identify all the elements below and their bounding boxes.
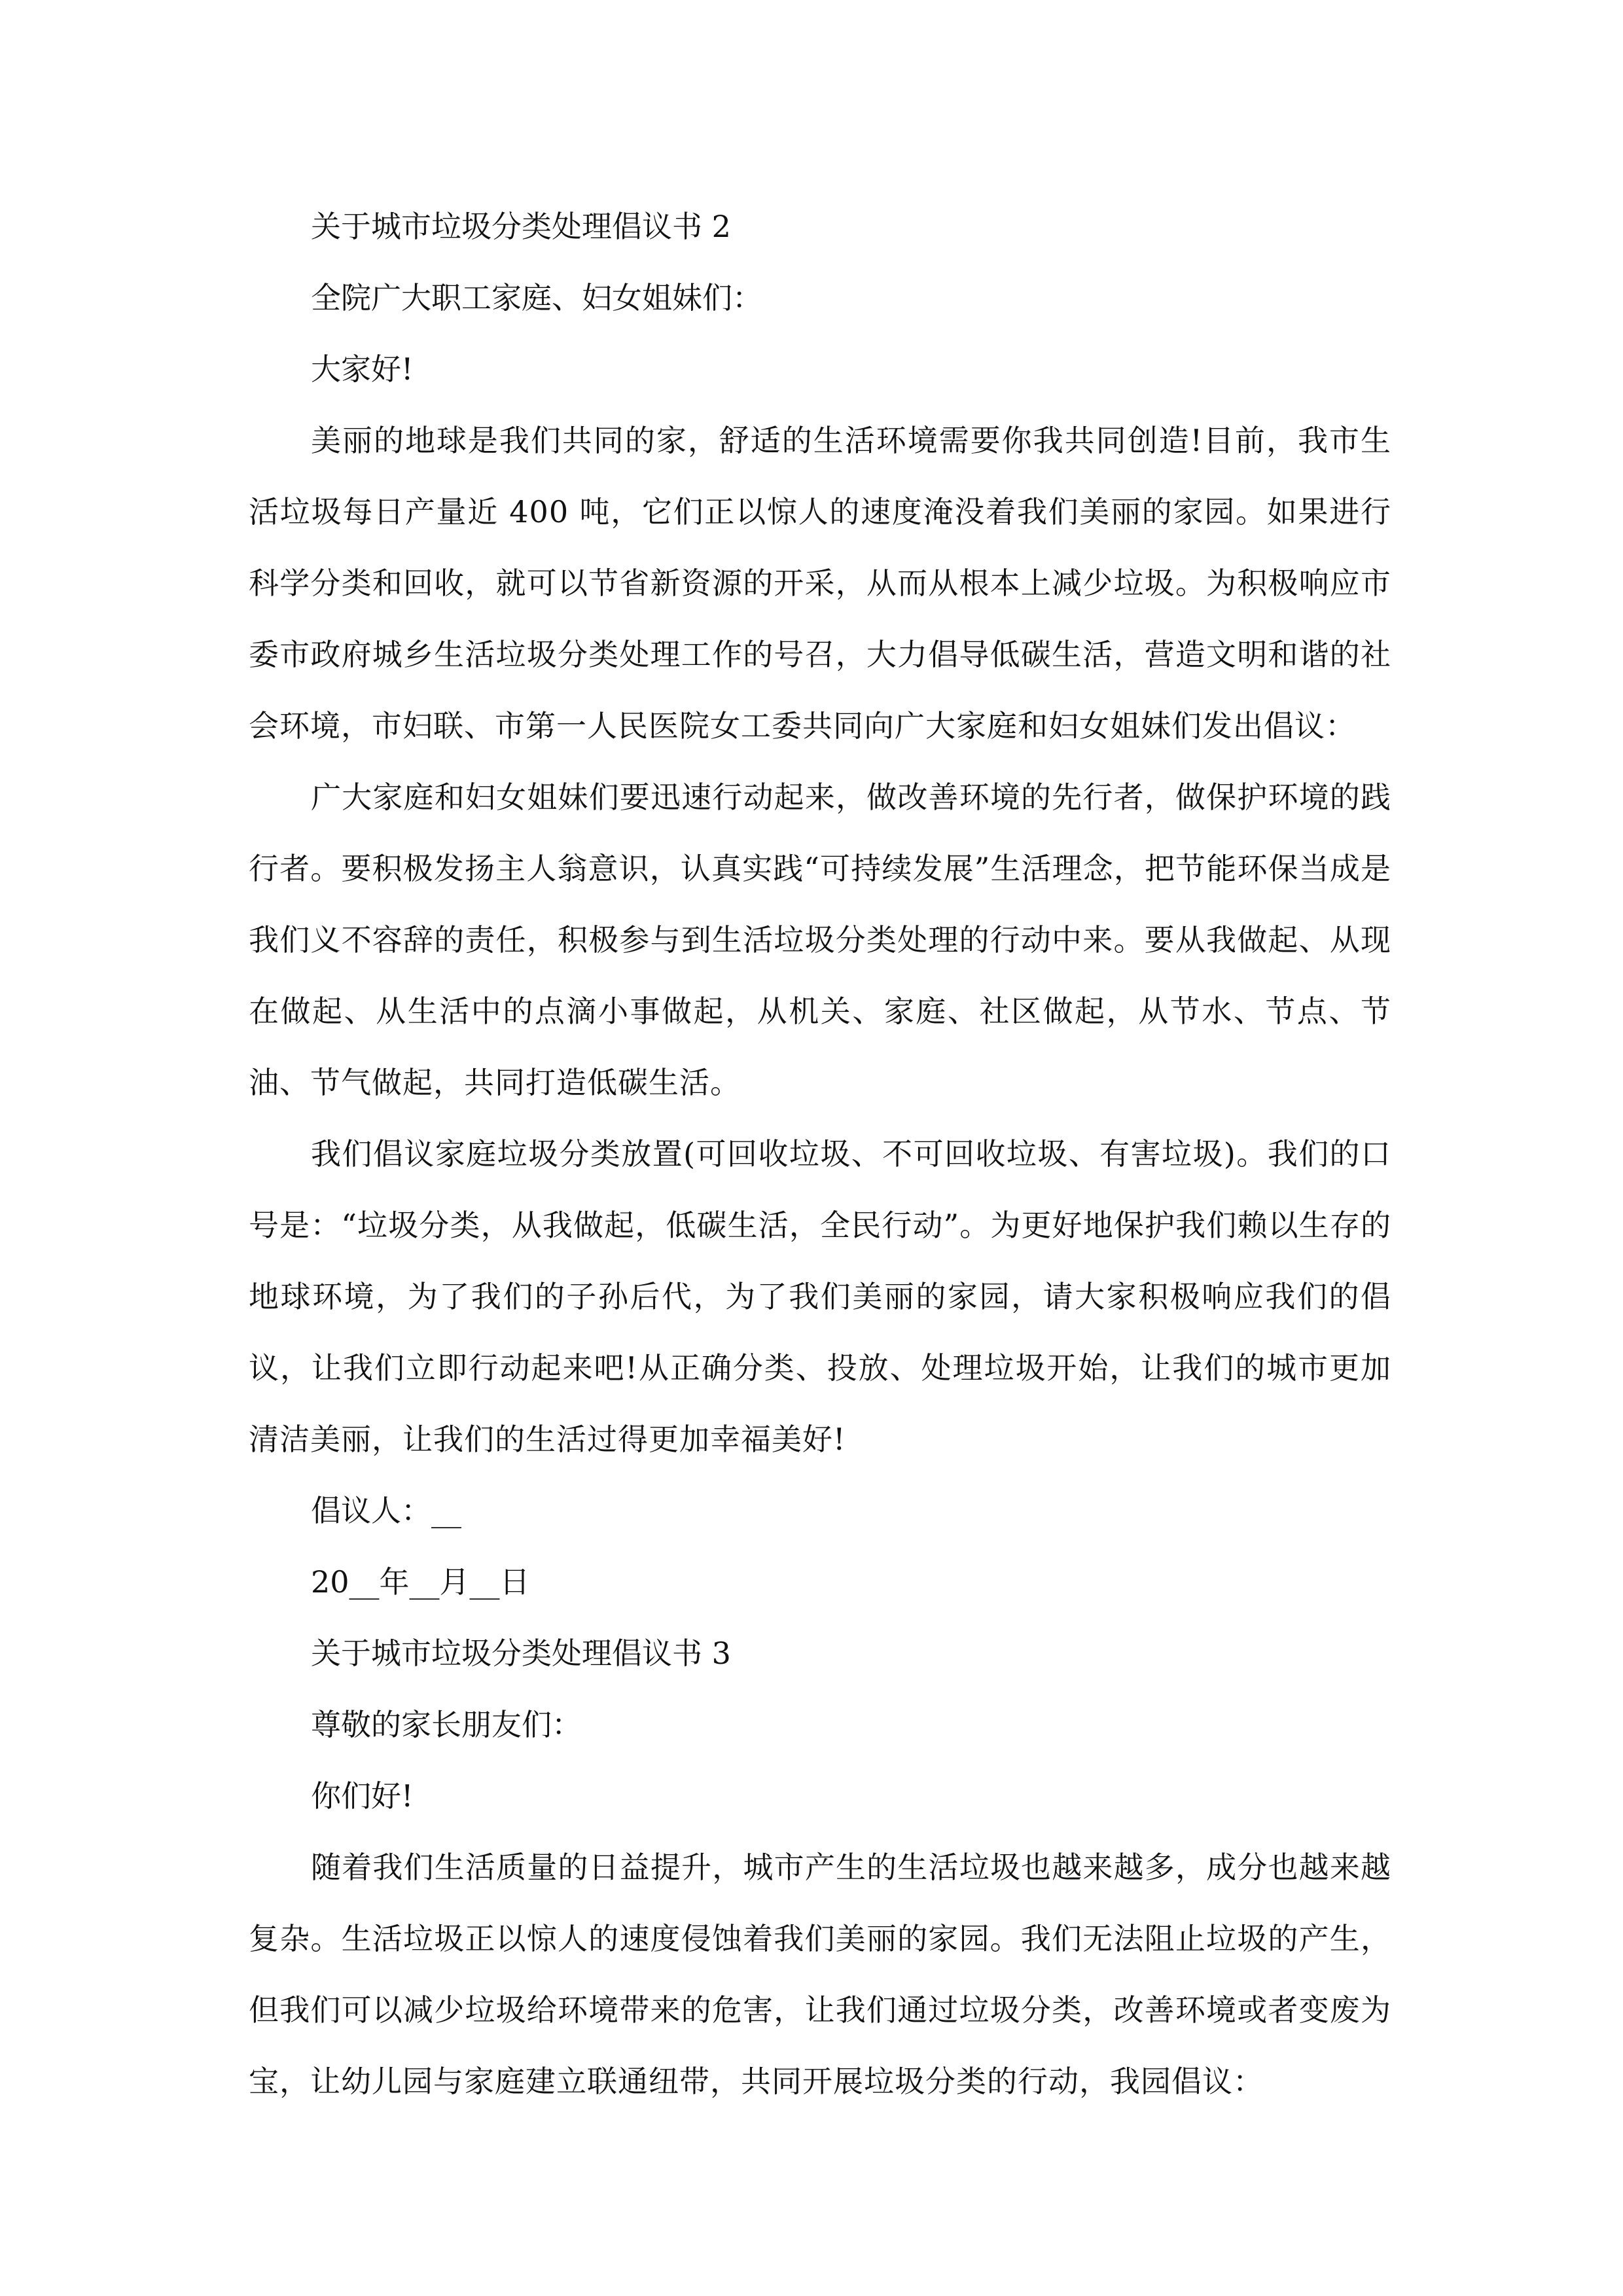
section-3-title: 关于城市垃圾分类处理倡议书 3 [311,1636,731,1671]
section-3-paragraph-1: 随着我们生活质量的日益提升，城市产生的生活垃圾也越来越多，成分也越来越复杂。生活垃圾正以惊人的速度侵蚀着我们美丽的家园。我们无法阻止垃圾的产生，但我们可以减少垃圾给环境带来的危害，让我们通过垃圾分类，改善环境或者变废为宝，让幼儿园与家庭建立联通纽带，共同开展垃圾分类的行动，我园倡议： [249,1850,1391,2099]
section-2-signer: 倡议人：__ [311,1493,461,1528]
section-2-paragraph-2: 广大家庭和妇女姐妹们要迅速行动起来，做改善环境的先行者，做保护环境的践行者。要积极发扬主人翁意识，认真实践“可持续发展”生活理念，把节能环保当成是我们义不容辞的责任，积极参与到生活垃圾分类处理的行动中来。要从我做起、从现在做起、从生活中的点滴小事做起，从机关、家庭、社区做起，从节水、节点、节油、节气做起，共同打造低碳生活。 [249,780,1391,1100]
section-3-salutation: 尊敬的家长朋友们： [311,1707,582,1742]
document-body [249,191,1391,2117]
section-2-salutation: 全院广大职工家庭、妇女姐妹们： [311,280,762,315]
section-2-title: 关于城市垃圾分类处理倡议书 2 [311,209,731,244]
section-2-paragraph-1: 美丽的地球是我们共同的家，舒适的生活环境需要你我共同创造!目前，我市生活垃圾每日产量近 400 吨，它们正以惊人的速度淹没着我们美丽的家园。如果进行科学分类和回收，就可以节省新资源的开采，从而从根本上减少垃圾。为积极响应市委市政府城乡生活垃圾分类处理工作的号召，大力倡导低碳生活，营造文明和谐的社会环境，市妇联、市第一人民医院女工委共同向广大家庭和妇女姐妹们发出倡议： [249,423,1391,744]
section-2-greeting: 大家好! [311,351,414,387]
section-3-greeting: 你们好! [311,1778,414,1814]
section-2-paragraph-3: 我们倡议家庭垃圾分类放置(可回收垃圾、不可回收垃圾、有害垃圾)。我们的口号是：“垃圾分类，从我做起，低碳生活，全民行动”。为更好地保护我们赖以生存的地球环境，为了我们的子孙后代，为了我们美丽的家园，请大家积极响应我们的倡议，让我们立即行动起来吧!从正确分类、投放、处理垃圾开始，让我们的城市更加清洁美丽，让我们的生活过得更加幸福美好! [249,1136,1391,1457]
section-2-date: 20__年__月__日 [311,1564,530,1600]
